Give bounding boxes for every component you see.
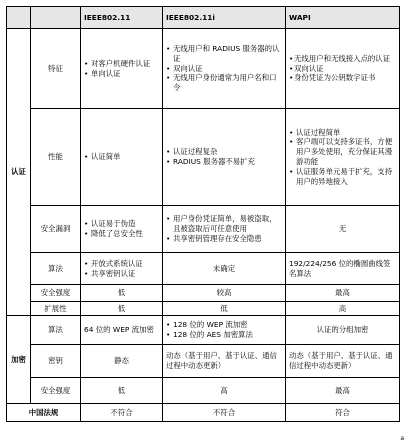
list-item: • 对客户机硬件认证 — [84, 59, 159, 69]
cell-enc-algorithm-ieee80211: 64 位的 WEP 流加密 — [81, 316, 163, 345]
list-item: • 认证简单 — [84, 152, 159, 162]
features-ieee80211-list — [84, 59, 159, 79]
list-item: • RADIUS 服务器不易扩充 — [166, 157, 282, 167]
list-item: • 双向认证 — [166, 64, 282, 74]
cell-enc-algorithm-ieee80211i — [163, 316, 286, 345]
header-row — [7, 7, 400, 29]
cell-features-ieee80211i — [163, 29, 286, 109]
list-item: • 降低了总安全性 — [84, 229, 159, 239]
header-empty-1 — [7, 7, 31, 29]
performance-ieee80211i-list — [166, 147, 282, 167]
cell-enc-strength-ieee80211i: 高 — [163, 378, 286, 404]
label-auth-strength: 安全强度 — [31, 285, 81, 302]
header-ieee80211i: IEEE802.11i — [163, 7, 286, 29]
list-item: • 认证过程复杂 — [166, 147, 282, 157]
list-item: • 认证易于伪造 — [84, 219, 159, 229]
label-vulnerability: 安全漏洞 — [31, 206, 81, 253]
cell-vulnerability-wapi: 无 — [286, 206, 400, 253]
label-enc-strength: 安全强度 — [31, 378, 81, 404]
list-item: • 共享密钥认证 — [84, 269, 159, 279]
header-ieee80211: IEEE802.11 — [81, 7, 163, 29]
row-auth-algorithm — [7, 253, 400, 285]
list-item: • 128 位的 WEP 流加密 — [166, 320, 282, 330]
cell-scalability-ieee80211: 低 — [81, 302, 163, 316]
vulnerability-ieee80211i-list — [166, 214, 282, 243]
list-item: • 认证服务单元易于扩充，支持用户的异地接入 — [289, 167, 396, 187]
label-scalability: 扩展性 — [31, 302, 81, 316]
list-item: • 共享密钥管理存在安全隐患 — [166, 234, 282, 244]
list-item: • 双向认证 — [289, 64, 396, 74]
label-key: 密钥 — [31, 345, 81, 378]
cell-enc-strength-ieee80211: 低 — [81, 378, 163, 404]
list-item: • 开放式系统认证 — [84, 259, 159, 269]
features-wapi-list — [289, 54, 396, 83]
row-auth-scalability — [7, 302, 400, 316]
cell-performance-ieee80211i — [163, 109, 286, 206]
category-encryption: 加密 — [7, 316, 31, 404]
row-enc-algorithm — [7, 316, 400, 345]
list-item: • 无线用户和 RADIUS 服务器的认证 — [166, 44, 282, 64]
header-empty-2 — [31, 7, 81, 29]
cell-regulation-ieee80211i: 不符合 — [163, 404, 286, 422]
cell-regulation-ieee80211: 不符合 — [81, 404, 163, 422]
row-auth-strength — [7, 285, 400, 302]
row-auth-performance — [7, 109, 400, 206]
list-item: • 无线用户身份通常为用户名和口令 — [166, 73, 282, 93]
header-wapi: WAPI — [286, 7, 400, 29]
cell-auth-algorithm-ieee80211i: 未确定 — [163, 253, 286, 285]
cell-auth-strength-ieee80211: 低 — [81, 285, 163, 302]
list-item: • 无线用户和无线接入点的认证 — [289, 54, 396, 64]
list-item: • 单向认证 — [84, 69, 159, 79]
cell-key-ieee80211: 静态 — [81, 345, 163, 378]
list-item: • 128 位的 AES 加密算法 — [166, 330, 282, 340]
cell-features-ieee80211 — [81, 29, 163, 109]
cell-enc-algorithm-wapi: 认证的分组加密 — [286, 316, 400, 345]
cell-auth-algorithm-wapi: 192/224/256 位的椭圆曲线签名算法 — [286, 253, 400, 285]
cell-performance-ieee80211 — [81, 109, 163, 206]
cell-regulation-wapi: 符合 — [286, 404, 400, 422]
row-enc-key — [7, 345, 400, 378]
cell-key-ieee80211i: 动态（基于用户、基于认证、通信过程中动态更新） — [163, 345, 286, 378]
cell-scalability-ieee80211i: 低 — [163, 302, 286, 316]
cell-auth-strength-ieee80211i: 较高 — [163, 285, 286, 302]
label-performance: 性能 — [31, 109, 81, 206]
performance-wapi-list — [289, 128, 396, 187]
label-auth-algorithm: 算法 — [31, 253, 81, 285]
label-enc-algorithm: 算法 — [31, 316, 81, 345]
cell-key-wapi: 动态（基于用户、基于认证、通信过程中动态更新） — [286, 345, 400, 378]
row-auth-vulnerability — [7, 206, 400, 253]
row-auth-features — [7, 29, 400, 109]
cell-vulnerability-ieee80211 — [81, 206, 163, 253]
performance-ieee80211-list — [84, 152, 159, 162]
cell-enc-strength-wapi: 最高 — [286, 378, 400, 404]
list-item: • 用户身份凭证简单，易被盗取，且被盗取后可任意使用 — [166, 214, 282, 234]
cell-scalability-wapi: 高 — [286, 302, 400, 316]
list-item: • 身份凭证为公钥数字证书 — [289, 73, 396, 83]
comparison-table — [6, 6, 400, 422]
cell-performance-wapi — [286, 109, 400, 206]
corner-mark: a — [400, 435, 404, 442]
features-ieee80211i-list — [166, 44, 282, 93]
cell-auth-algorithm-ieee80211 — [81, 253, 163, 285]
cell-vulnerability-ieee80211i — [163, 206, 286, 253]
row-regulation — [7, 404, 400, 422]
vulnerability-ieee80211-list — [84, 219, 159, 239]
category-auth: 认证 — [7, 29, 31, 316]
row-enc-strength — [7, 378, 400, 404]
cell-auth-strength-wapi: 最高 — [286, 285, 400, 302]
auth-algorithm-ieee80211-list — [84, 259, 159, 279]
label-features: 特征 — [31, 29, 81, 109]
cell-features-wapi — [286, 29, 400, 109]
enc-algorithm-ieee80211i-list — [166, 320, 282, 340]
list-item: • 客户端可以支持多证书，方便用户多处使用，充分保证其漫游功能 — [289, 137, 396, 166]
list-item: • 认证过程简单 — [289, 128, 396, 138]
label-regulation: 中国法规 — [7, 404, 81, 422]
